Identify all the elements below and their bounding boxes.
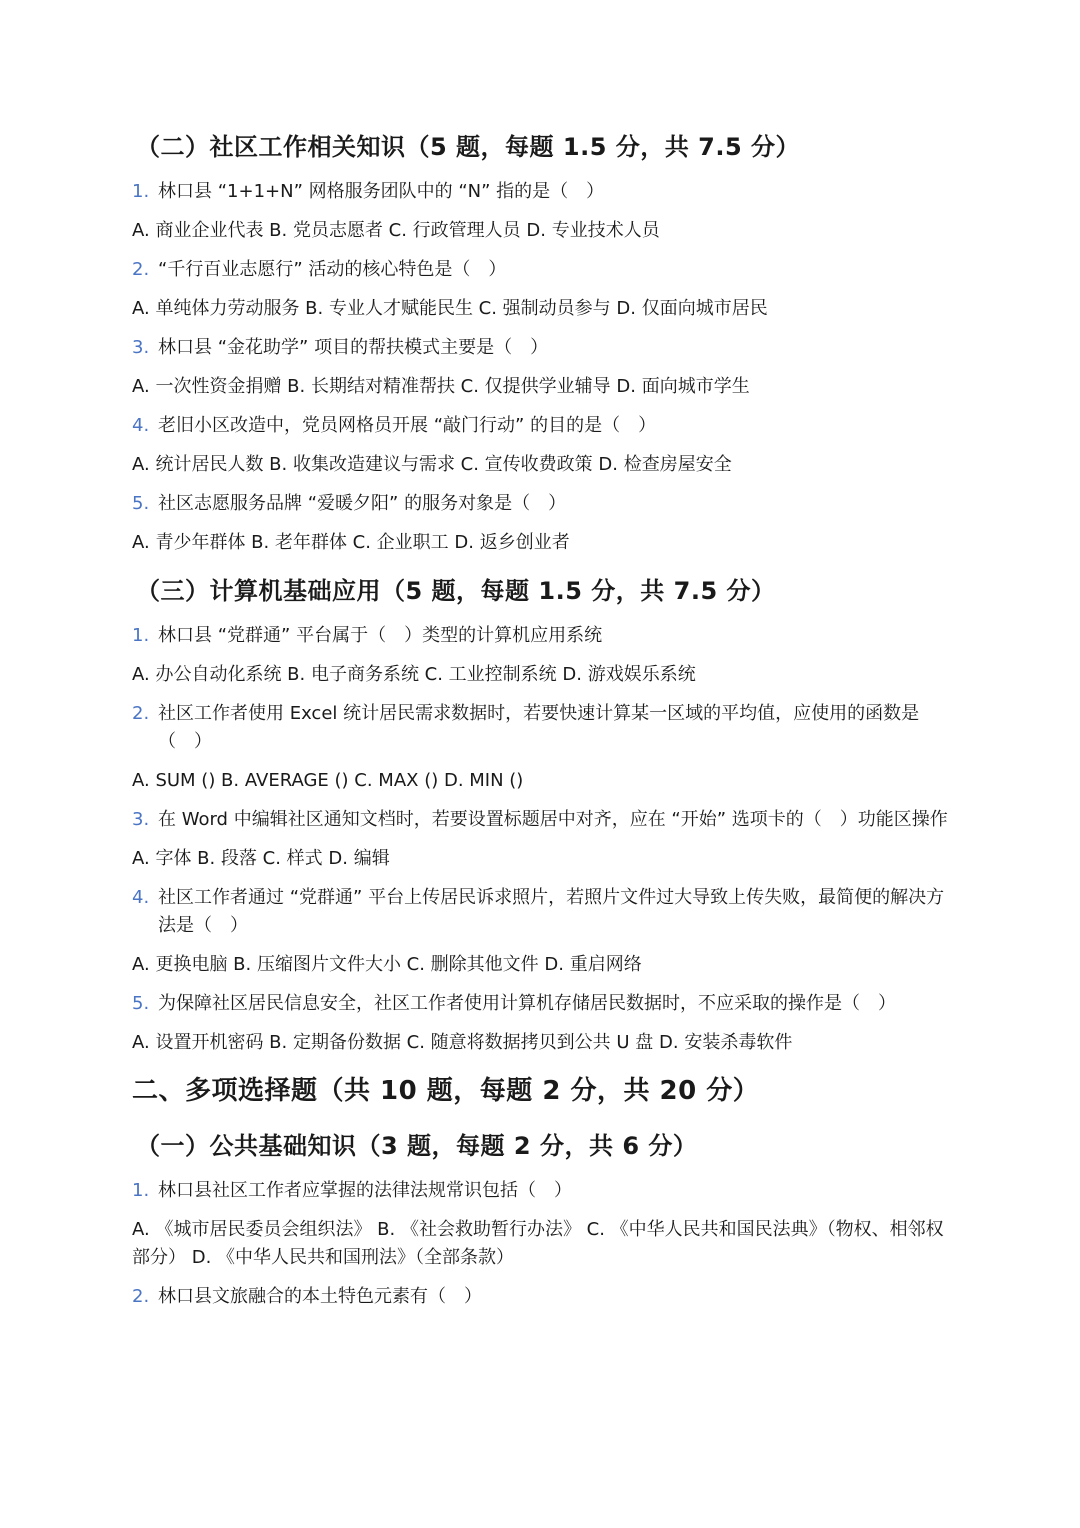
question-item (132, 990, 950, 1018)
question-text: 老旧小区改造中，党员网格员开展 “敲门行动” 的目的是（ ） (158, 415, 657, 436)
question-item (132, 1177, 950, 1205)
question-item (132, 622, 950, 650)
question-options: A. 设置开机密码 B. 定期备份数据 C. 随意将数据拷贝到公共 U 盘 D. 安装杀毒软件 (132, 1032, 793, 1053)
question-number: 1. (132, 625, 150, 646)
question-text: 为保障社区居民信息安全，社区工作者使用计算机存储居民数据时，不应采取的操作是（ ） (158, 993, 896, 1014)
question-number: 5. (132, 993, 150, 1014)
question-options: A. 青少年群体 B. 老年群体 C. 企业职工 D. 返乡创业者 (132, 532, 570, 553)
question-number: 3. (132, 337, 150, 358)
question-item (132, 1283, 950, 1311)
question-options: A. 《城市居民委员会组织法》 B. 《社会救助暂行办法》 C. 《中华人民共和国民法典》（物权、相邻权部分） D. 《中华人民共和国刑法》（全部条款） (132, 1219, 944, 1268)
question-number: 1. (132, 181, 150, 202)
question-options: A. 更换电脑 B. 压缩图片文件大小 C. 删除其他文件 D. 重启网络 (132, 954, 642, 975)
question-item (132, 806, 950, 834)
question-item (132, 178, 950, 206)
question-text: 社区工作者使用 Excel 统计居民需求数据时，若要快速计算某一区域的平均值，应使用的函数是（ ） (158, 703, 920, 752)
question-text: 社区志愿服务品牌 “爱暖夕阳” 的服务对象是（ ） (158, 493, 567, 514)
section-heading-computer: （三）计算机基础应用（5 题，每题 1.5 分，共 7.5 分） (136, 577, 776, 605)
question-number: 4. (132, 887, 150, 908)
question-text: 林口县社区工作者应掌握的法律法规常识包括（ ） (158, 1180, 572, 1201)
question-text: 在 Word 中编辑社区通知文档时，若要设置标题居中对齐，应在 “开始” 选项卡的（ ）功能区操作 (158, 809, 948, 830)
question-text: 林口县文旅融合的本土特色元素有（ ） (158, 1286, 482, 1307)
question-options: A. 单纯体力劳动服务 B. 专业人才赋能民生 C. 强制动员参与 D. 仅面向城市居民 (132, 298, 768, 319)
question-text: 林口县 “金花助学” 项目的帮扶模式主要是（ ） (158, 337, 549, 358)
section-heading-community: （二）社区工作相关知识（5 题，每题 1.5 分，共 7.5 分） (136, 133, 801, 161)
question-options: A. 商业企业代表 B. 党员志愿者 C. 行政管理人员 D. 专业技术人员 (132, 220, 660, 241)
section-heading-public-basics: （一）公共基础知识（3 题，每题 2 分，共 6 分） (136, 1132, 698, 1160)
question-options: A. 统计居民人数 B. 收集改造建议与需求 C. 宣传收费政策 D. 检查房屋安全 (132, 454, 732, 475)
question-item (132, 334, 950, 362)
question-text: 林口县 “党群通” 平台属于（ ）类型的计算机应用系统 (158, 625, 603, 646)
question-text: 林口县 “1+1+N” 网格服务团队中的 “N” 指的是（ ） (158, 181, 605, 202)
question-number: 2. (132, 703, 150, 724)
question-number: 5. (132, 493, 150, 514)
question-number: 2. (132, 1286, 150, 1307)
question-number: 3. (132, 809, 150, 830)
question-number: 2. (132, 259, 150, 280)
question-options: A. 办公自动化系统 B. 电子商务系统 C. 工业控制系统 D. 游戏娱乐系统 (132, 664, 696, 685)
question-options: A. 字体 B. 段落 C. 样式 D. 编辑 (132, 848, 390, 869)
question-number: 4. (132, 415, 150, 436)
question-item (132, 700, 950, 756)
question-number: 1. (132, 1180, 150, 1201)
part-heading-multiple-choice: 二、多项选择题（共 10 题，每题 2 分，共 20 分） (132, 1076, 760, 1106)
question-options: A. SUM () B. AVERAGE () C. MAX () D. MIN () (132, 770, 524, 791)
question-item (132, 884, 950, 940)
question-text: 社区工作者通过 “党群通” 平台上传居民诉求照片，若照片文件过大导致上传失败，最简便的解决方法是（ ） (158, 887, 945, 936)
question-item (132, 490, 950, 518)
question-item (132, 256, 950, 284)
question-text: “千行百业志愿行” 活动的核心特色是（ ） (158, 259, 507, 280)
question-options: A. 一次性资金捐赠 B. 长期结对精准帮扶 C. 仅提供学业辅导 D. 面向城市学生 (132, 376, 750, 397)
question-item (132, 412, 950, 440)
